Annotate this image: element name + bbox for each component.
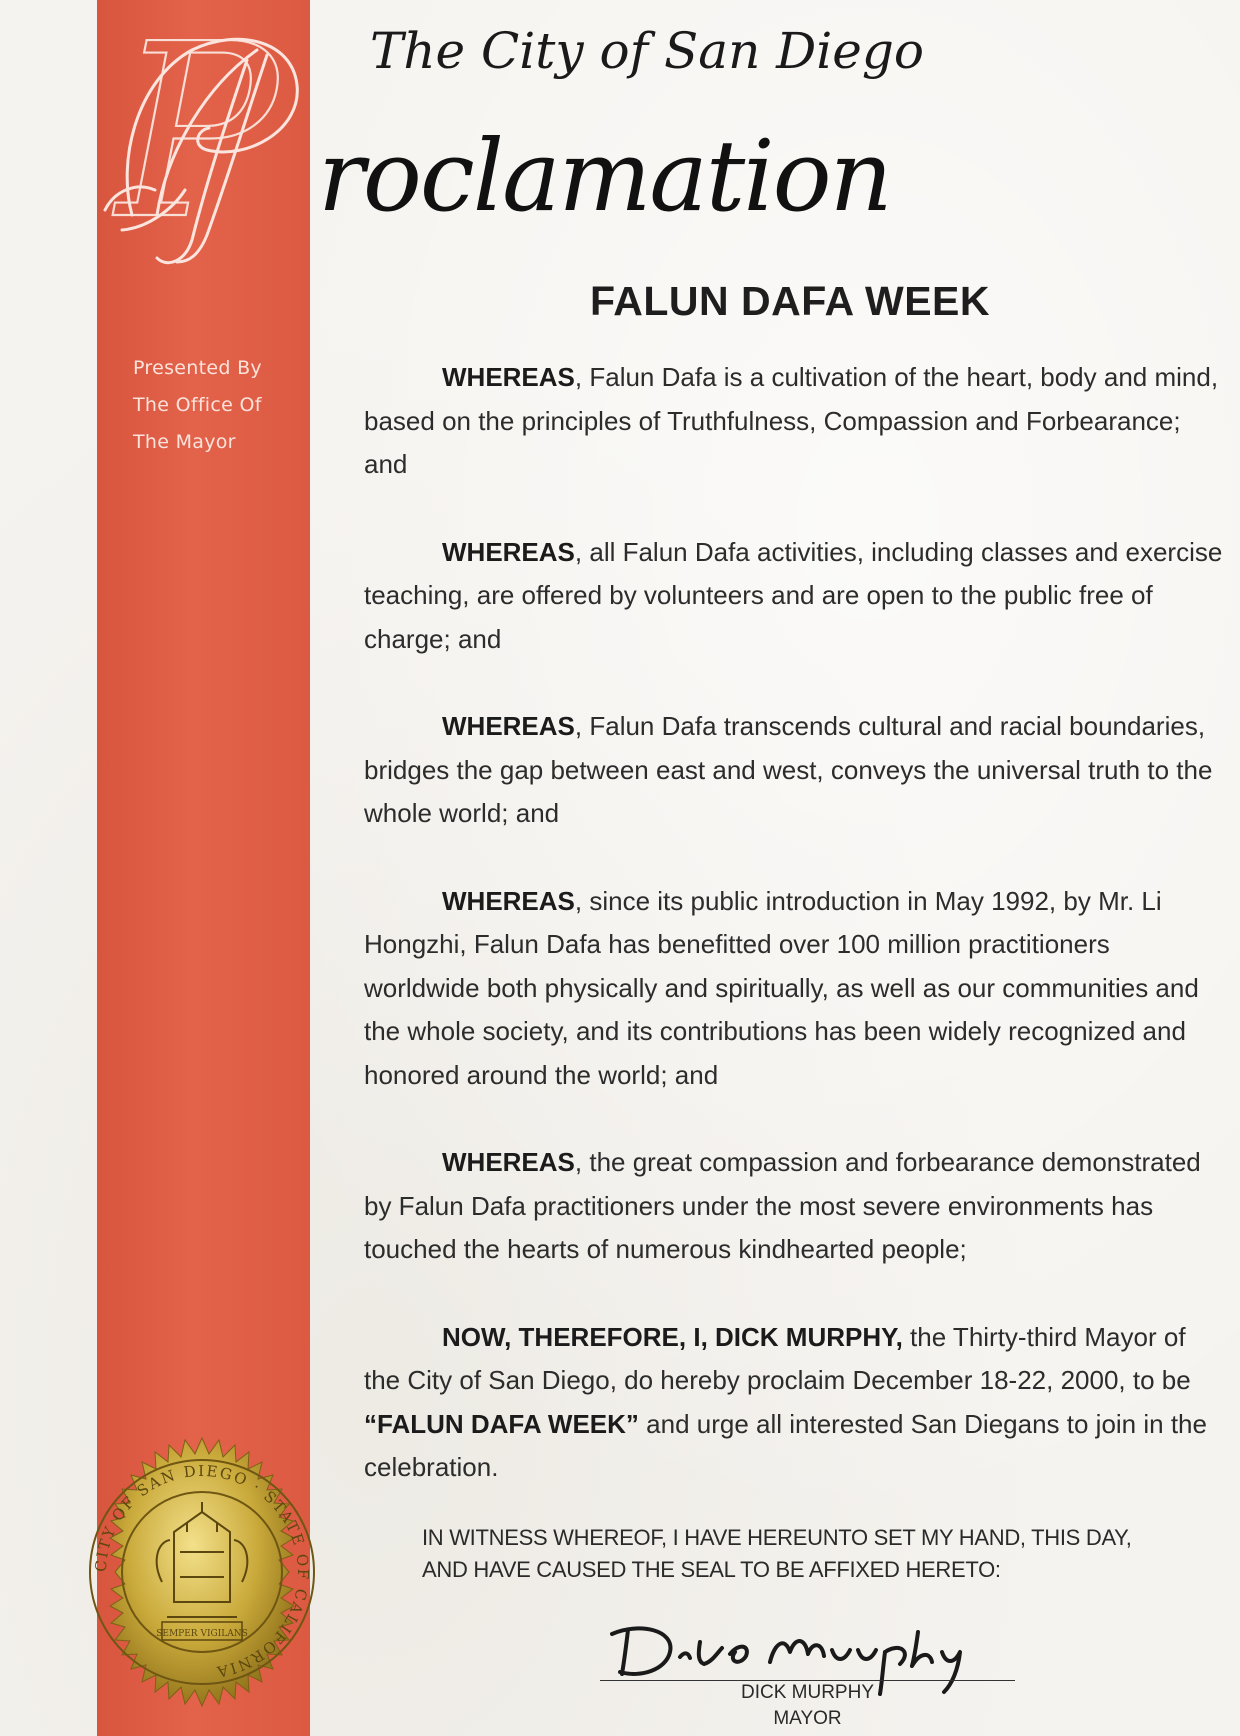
city-seal xyxy=(62,1432,342,1712)
signer-title: MAYOR xyxy=(773,1708,842,1729)
whereas-keyword: WHEREAS xyxy=(442,711,575,741)
whereas-keyword: WHEREAS xyxy=(442,1147,575,1177)
whereas-paragraph xyxy=(364,880,1224,1098)
resolution-text: and urge all interested San Diegans to join in the celebration. xyxy=(364,1408,1207,1482)
resolution-keyword: NOW, THEREFORE, I, DICK MURPHY, xyxy=(442,1321,903,1352)
seal-ring-text: CITY OF SAN DIEGO · STATE OF CALIFORNIA xyxy=(91,1461,313,1682)
whereas-keyword: WHEREAS xyxy=(442,536,575,567)
whereas-paragraph xyxy=(364,531,1224,662)
proclamation-heading: roclamation xyxy=(318,120,891,234)
witness-line: AND HAVE CAUSED THE SEAL TO BE AFFIXED HERETO: xyxy=(422,1557,1001,1582)
paragraph-text: , since its public introduction in May 1992, by Mr. Li Hongzhi, Falun Dafa has benefitted over 100 million practitioners worldwide both physically and spiritually, as well as our communities and the whole society, and its contributions has been widely recognized and honored around the world; and xyxy=(364,885,1199,1090)
presented-line: Presented By xyxy=(133,357,262,379)
presented-line: The Office Of xyxy=(133,394,262,416)
whereas-keyword: WHEREAS xyxy=(442,885,575,916)
whereas-keyword: WHEREAS xyxy=(442,362,575,392)
paragraph-text: , all Falun Dafa activities, including classes and exercise teaching, are offered by volunteers and are open to the public free of charge; and xyxy=(364,536,1223,654)
whereas-paragraph xyxy=(364,1141,1224,1272)
paragraph-text: , Falun Dafa is a cultivation of the heart, body and mind, based on the principles of Truthfulness, Compassion and Forbearance; and xyxy=(364,362,1219,479)
witness-statement xyxy=(422,1522,1202,1586)
witness-line: IN WITNESS WHEREOF, I HAVE HEREUNTO SET MY HAND, THIS DAY, xyxy=(422,1525,1132,1550)
resolution-paragraph xyxy=(364,1316,1224,1490)
document-title: FALUN DAFA WEEK xyxy=(589,278,991,324)
presented-by-block xyxy=(133,350,303,461)
paragraph-text: , Falun Dafa transcends cultural and racial boundaries, bridges the gap between east and west, conveys the universal truth to the whole world; and xyxy=(364,711,1213,828)
signer-name: DICK MURPHY xyxy=(740,1682,874,1703)
whereas-paragraph xyxy=(364,356,1224,487)
resolution-text: the Thirty-third Mayor of the City of San Diego, do hereby proclaim December 18-22, 2000, to be xyxy=(364,1321,1191,1395)
presented-line: The Mayor xyxy=(133,431,236,453)
seal-motto: SEMPER VIGILANS xyxy=(156,1629,248,1639)
week-name: “FALUN DAFA WEEK” xyxy=(364,1408,639,1439)
signature-text: Dick Murphy xyxy=(600,1612,607,1613)
city-heading: The City of San Diego xyxy=(370,22,924,80)
script-p-ornament xyxy=(97,0,310,300)
proclamation-initial: P xyxy=(116,0,278,272)
paragraph-text: , the great compassion and forbearance demonstrated by Falun Dafa practitioners under the most severe environments has touched the hearts of numerous kindhearted people; xyxy=(364,1147,1201,1264)
whereas-paragraph xyxy=(364,705,1224,836)
proclamation-body xyxy=(364,356,1224,1490)
